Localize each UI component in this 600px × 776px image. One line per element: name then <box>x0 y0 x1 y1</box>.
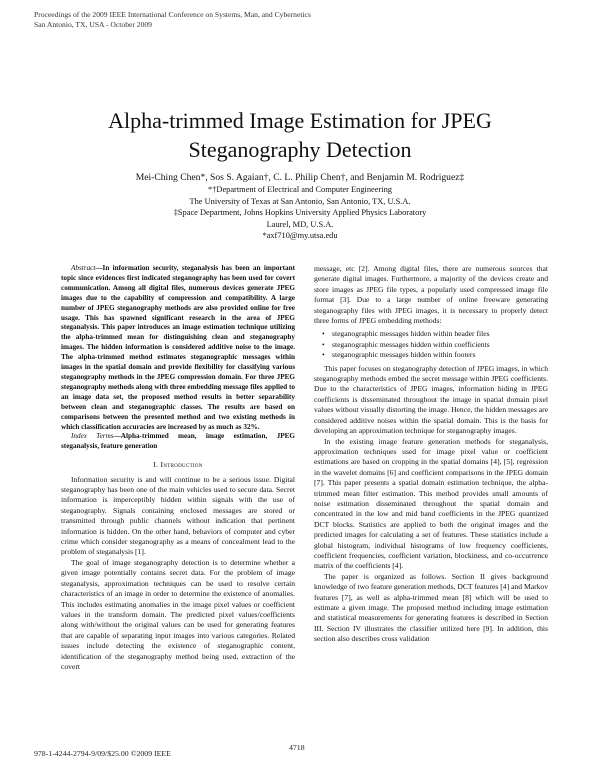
body-paragraph: The paper is organized as follows. Section II gives background knowledge of two feature generation methods, DCT features [4] and Markov features [7], as well as alpha-trimmed mean [8] which will be used to estimate a given image. The proposed method including image estimation and statistical measurements for generating features is described in Section III. Section IV illustrates the classifier utilized here [9]. In addition, this section also describes cross validation <box>314 571 548 644</box>
affiliations <box>60 184 540 242</box>
right-column <box>314 264 548 645</box>
affiliation-line: *†Department of Electrical and Computer Engineering <box>208 185 392 194</box>
page-number: 4718 <box>289 743 305 752</box>
list-item: • steganographic messages hidden within header files <box>332 329 548 339</box>
affiliation-line: The University of Texas at San Antonio, San Antonio, TX, U.S.A. <box>189 196 411 206</box>
embedding-methods-list <box>314 329 548 360</box>
title-line-1: Alpha-trimmed Image Estimation for JPEG <box>108 108 492 133</box>
affiliation-line: Laurel, MD, U.S.A. <box>266 219 334 229</box>
section-numeral: I. <box>153 460 159 470</box>
body-paragraph: Information security is and will continue to be a serious issue. Digital steganography has been one of the main vehicles used to secure data. Secret information is imperceptibly hidden within signals with the use of steganography. Signals containing enclosed messages are stored or transmitted through public channels without indication that pertinent information is hidden. On the other hand, behaviors of computer and cyber crime which consider steganography as a means of concealment lead to the problem of steganalysis [1]. <box>61 474 295 557</box>
body-paragraph: This paper focuses on steganography detection of JPEG images, in which steganography methods embed the secret message within JPEG coefficients. Due to the characteristics of JPEG images, information hiding in JPEG coefficients is disseminated throughout the image in spatial domain pixel values without visually distorting the image. Hence, the hidden messages are considered additive noises within the spatial domain. This is the basis for developing an approximation technique for steganography images. <box>314 363 548 436</box>
proceedings-header <box>34 10 334 29</box>
author-list: Mei-Ching Chen*, Sos S. Agaian†, C. L. Philip Chen†, and Benjamin M. Rodriguez‡ <box>135 172 465 183</box>
proceedings-line-1: Proceedings of the 2009 IEEE International Conference on Systems, Man, and Cybernetics <box>34 10 311 19</box>
abstract-text: —In information security, steganalysis has been an important topic since evidences first indicated steganography has been used for covert communication. Among all digital files, numerous devices generate JPEG images due to the capability of compression and compatibility. A large number of JPEG steganography methods are also provided online for free usage. This has spawned significant research in the area of JPEG steganalysis. This paper introduces an image estimation technique utilizing the alpha-trimmed mean for distinguishing clean and steganography images. The hidden information is considered additive noise to the image. The alpha-trimmed method estimates steganographic messages within images in the spatial domain and provide flexibility for classifying various steganography methods in the JPEG compression domain. For three JPEG steganography methods along with three embedding message files applied to an image data set, the proposed method results in better separability between clean and steganographic classes. The results are based on comparisons between the presented method and two existing methods in which classification accuracies are increased by as much as 32%. <box>61 264 295 431</box>
body-paragraph: message, etc [2]. Among digital files, there are numerous sources that generate digital images. Furthermore, a majority of the devices create and store images as JPEG file types, a popularly used compressed image file format [3]. Due to a large number of online freeware generating steganography files with JPEG images, it is necessary to properly detect three forms of JPEG embedding methods: <box>314 264 548 326</box>
abstract-lead: Abstract <box>71 264 96 272</box>
body-paragraph: The goal of image steganography detection is to determine whether a given image potentially contains secret data. For the problem of image steganalysis, approximation techniques can be used to resolve certain characteristics of an image in order to determine the existence of anomalies. This includes estimating anomalies in the image pixel values or coefficient values in the transform domain. The predicted pixel values/coefficients along with/without the original values can be used for generating features that are capable of separating input images into various categories. Related issues include detecting the existence of steganographic content, identification of the steganography method being used, extraction of the covert <box>61 557 295 671</box>
index-terms-text: —Alpha-trimmed mean, image estimation, JPEG steganalysis, feature generation <box>61 432 295 451</box>
affiliation-line: *axf710@my.utsa.edu <box>262 231 338 241</box>
paper-title <box>40 106 560 164</box>
list-item: • steganographic messages hidden within coefficients <box>332 340 548 350</box>
body-paragraph: In the existing image feature generation methods for steganalysis, approximation techniques used for image pixel value or coefficient estimations are based on cropping in the spatial domains [4], [5], regression in the wavelet domains [6] and coefficient comparisons in the JPEG domain [7]. This paper presents a spatial domain estimation technique, the alpha-trimmed mean filter estimation. This method provides small amounts of noise estimation disseminated throughout the spatial domain and concentrated in the low and mid band coefficients in the JPEG quantized DCT blocks. Statistics are applied to both the original images and the predicted images for calculating a set of features. These statistics include a global histogram, individual histograms of low frequency coefficients, coefficient frequencies, coefficient variation, blockiness, and co-occurrence matrix of the coefficients [4]. <box>314 436 548 571</box>
section-heading <box>61 460 295 470</box>
abstract <box>61 264 295 432</box>
index-terms <box>61 432 295 452</box>
affiliation-line: ‡Space Department, Johns Hopkins University Applied Physics Laboratory <box>173 208 427 218</box>
title-line-2: Steganography Detection <box>188 137 412 162</box>
section-title: Introduction <box>160 460 203 470</box>
index-terms-lead: Index Terms <box>71 432 114 441</box>
proceedings-line-2: San Antonio, TX, USA - October 2009 <box>34 19 152 29</box>
list-item: • steganographic messages hidden within footers <box>332 350 548 360</box>
isbn-footer: 978-1-4244-2794-9/09/$25.00 ©2009 IEEE <box>34 749 171 758</box>
left-column <box>61 264 295 672</box>
